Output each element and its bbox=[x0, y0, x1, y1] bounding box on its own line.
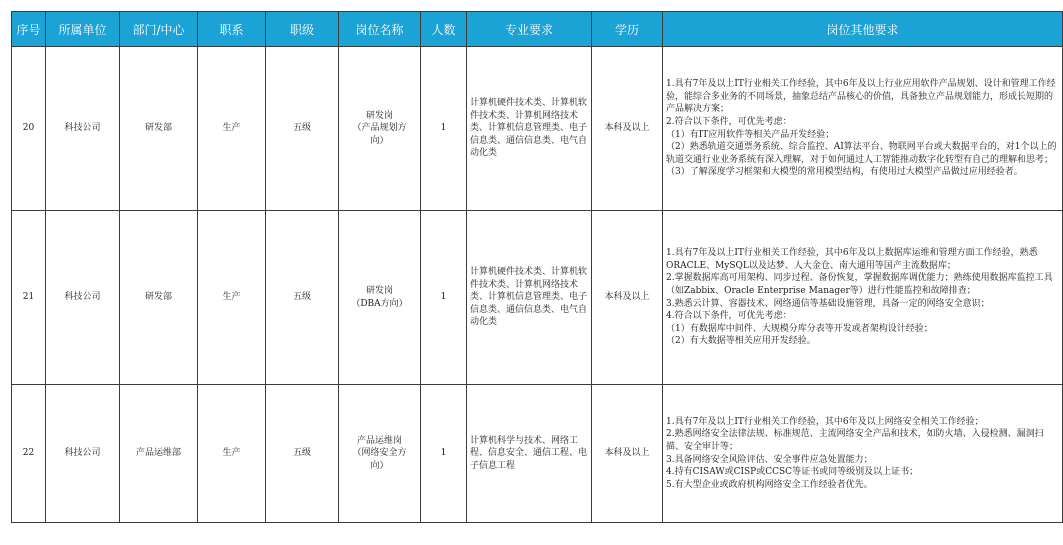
header-unit: 所属单位 bbox=[46, 12, 120, 47]
req-line: （2）有大数据等相关应用开发经验。 bbox=[666, 336, 816, 347]
cell-grade: 五级 bbox=[266, 47, 339, 211]
cell-major: 计算机硬件技术类、计算机软件技术类、计算机网络技术类、计算机信息管理类、电子信息类、通信信息类、电气自动化类 bbox=[467, 211, 592, 385]
cell-major: 计算机硬件技术类、计算机软件技术类、计算机网络技术类、计算机信息管理类、电子信息类、通信信息类、电气自动化类 bbox=[467, 47, 592, 211]
req-line: （3）了解深度学习框架和大模型的常用模型结构，有使用过大模型产品做过应用经验者。 bbox=[666, 167, 1023, 178]
req-line: 2.掌握数据库高可用架构、同步过程、备份恢复，掌握数据库调优能力；熟练使用数据库监控工具（如Zabbix、Oracle Enterprise Manager等）进行性能监控和故障排查； bbox=[666, 273, 1053, 296]
cell-edu: 本科及以上 bbox=[592, 47, 663, 211]
cell-count: 1 bbox=[421, 47, 467, 211]
cell-dept: 研发部 bbox=[120, 211, 198, 385]
cell-grade: 五级 bbox=[266, 385, 339, 523]
cell-position: 研发岗 （产品规划方 向） bbox=[339, 47, 421, 211]
cell-series: 生产 bbox=[198, 211, 266, 385]
header-row bbox=[12, 12, 1063, 47]
header-series: 职系 bbox=[198, 12, 266, 47]
job-table-container bbox=[11, 11, 1063, 523]
header-reqs: 岗位其他要求 bbox=[663, 12, 1063, 47]
header-major: 专业要求 bbox=[467, 12, 592, 47]
req-line: 1.具有7年及以上IT行业相关工作经验，其中6年及以上网络安全相关工作经验； bbox=[666, 416, 984, 427]
cell-unit: 科技公司 bbox=[46, 47, 120, 211]
req-line: （2）熟悉轨道交通票务系统、综合监控、AI算法平台、物联网平台或大数据平台的，对1个以上的轨道交通行业业务系统有深入理解，对于如何通过人工智能推动数字化转型有自己的理解和思考； bbox=[666, 142, 1057, 165]
cell-count: 1 bbox=[421, 385, 467, 523]
req-line: 3.熟悉云计算、容器技术、网络通信等基础设施管理，具备一定的网络安全意识； bbox=[666, 298, 990, 309]
header-position: 岗位名称 bbox=[339, 12, 421, 47]
req-line: 1.具有7年及以上IT行业相关工作经验，其中6年及以上数据库运维和管理方面工作经验，熟悉ORACLE、MySQL以及达梦、人大金仓、南大通用等国产主流数据库； bbox=[666, 248, 1038, 271]
cell-series: 生产 bbox=[198, 47, 266, 211]
cell-no: 22 bbox=[12, 385, 46, 523]
req-line: 1.具有7年及以上IT行业相关工作经验，其中6年及以上行业应用软件产品规划、设计和管理工作经验，能综合多业务的不同场景，抽象总结产品核心的价值，具备独立产品规划能力，形成长短期的产品解决方案； bbox=[666, 79, 1056, 115]
cell-edu: 本科及以上 bbox=[592, 211, 663, 385]
table-row bbox=[12, 47, 1063, 211]
table-row bbox=[12, 385, 1063, 523]
header-count: 人数 bbox=[421, 12, 467, 47]
cell-count: 1 bbox=[421, 211, 467, 385]
cell-position: 研发岗 （DBA方向） bbox=[339, 211, 421, 385]
header-dept: 部门/中心 bbox=[120, 12, 198, 47]
header-grade: 职级 bbox=[266, 12, 339, 47]
cell-reqs bbox=[663, 211, 1063, 385]
req-line: 3.具备网络安全风险评估、安全事件应急处置能力； bbox=[666, 454, 873, 465]
req-line: 2.熟悉网络安全法律法规、标准规范、主流网络安全产品和技术，如防火墙、入侵检测、漏洞扫描、安全审计等； bbox=[666, 429, 1044, 452]
table-row bbox=[12, 211, 1063, 385]
req-line: （1）有数据库中间件、大规模分库分表等开发或者架构设计经验； bbox=[666, 323, 933, 334]
req-line: 4.符合以下条件，可优先考虑： bbox=[666, 311, 792, 322]
cell-dept: 产品运维部 bbox=[120, 385, 198, 523]
cell-series: 生产 bbox=[198, 385, 266, 523]
cell-unit: 科技公司 bbox=[46, 211, 120, 385]
cell-position: 产品运维岗 （网络安全方 向） bbox=[339, 385, 421, 523]
cell-grade: 五级 bbox=[266, 211, 339, 385]
cell-reqs bbox=[663, 47, 1063, 211]
cell-no: 20 bbox=[12, 47, 46, 211]
req-line: 2.符合以下条件，可优先考虑： bbox=[666, 116, 792, 127]
header-no: 序号 bbox=[12, 12, 46, 47]
cell-no: 21 bbox=[12, 211, 46, 385]
header-edu: 学历 bbox=[592, 12, 663, 47]
cell-edu: 本科及以上 bbox=[592, 385, 663, 523]
req-line: 4.持有CISAW或CISP或CCSC等证书或同等级别及以上证书； bbox=[666, 467, 919, 478]
cell-unit: 科技公司 bbox=[46, 385, 120, 523]
job-table bbox=[11, 11, 1063, 523]
req-line: 5.有大型企业或政府机构网络安全工作经验者优先。 bbox=[666, 479, 873, 490]
cell-major: 计算机科学与技术、网络工程、信息安全、通信工程、电子信息工程 bbox=[467, 385, 592, 523]
cell-reqs bbox=[663, 385, 1063, 523]
cell-dept: 研发部 bbox=[120, 47, 198, 211]
req-line: （1）有IT应用软件等相关产品开发经验； bbox=[666, 129, 835, 140]
